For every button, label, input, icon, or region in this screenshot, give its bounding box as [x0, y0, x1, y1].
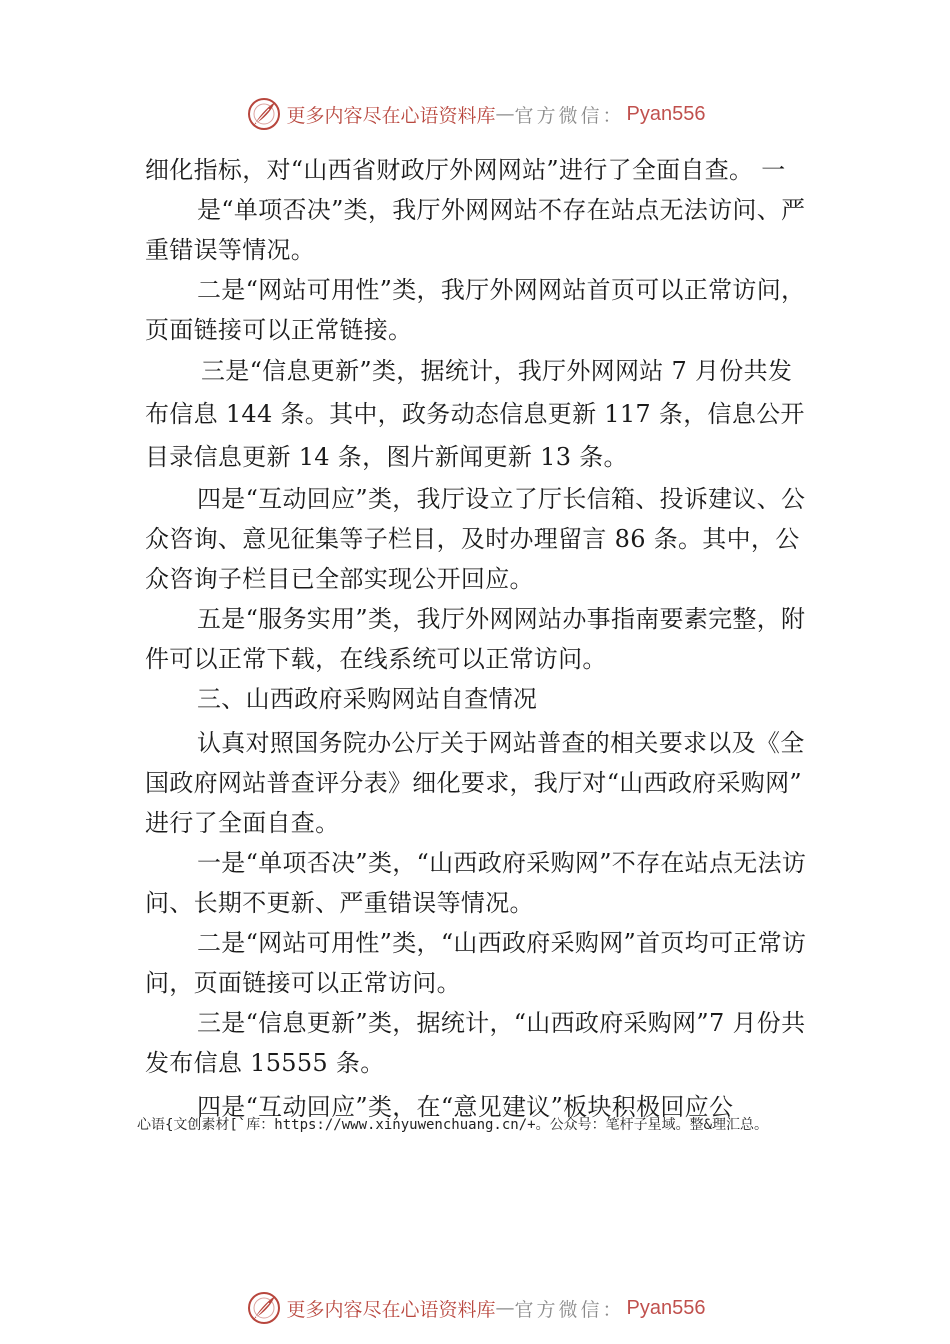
footer-banner — [0, 1288, 950, 1328]
paragraph: 是“单项否决”类，我厅外网网站不存在站点无法访问、严重错误等情况。 — [145, 196, 806, 264]
banner-brand: 更多内容尽在心语资料库 — [286, 1298, 496, 1321]
paragraph: 五是“服务实用”类，我厅外网网站办事指南要素完整，附件可以正常下载，在线系统可以正常访问。 — [145, 605, 806, 673]
paragraph: 四是“互动回应”类，在“意见建议”板块积极回应公 — [197, 1093, 734, 1121]
banner-wechat-label: 官方微信： — [514, 104, 625, 127]
section-heading: 三、山西政府采购网站自查情况 — [197, 685, 538, 713]
paragraph: 细化指标，对“山西省财政厅外网网站”进行了全面自查。 一 — [145, 156, 786, 184]
paragraph: 认真对照国务院办公厅关于网站普查的相关要求以及《全国政府网站普查评分表》细化要求，我厅对“山西政府采购网” 进行了全面自查。 — [145, 729, 805, 837]
banner-separator: — — [495, 1297, 515, 1319]
header-banner — [0, 94, 950, 134]
paragraph: 二是“网站可用性”类，“山西政府采购网”首页均可正常访问，页面链接可以正常访问。 — [145, 929, 807, 997]
paragraph: 一是“单项否决”类，“山西政府采购网”不存在站点无法访问、长期不更新、严重错误等情况。 — [145, 849, 807, 917]
paragraph: 二是“网站可用性”类，我厅外网网站首页可以正常访问，页面链接可以正常链接。 — [145, 276, 806, 344]
banner-wechat-id: Pyan556 — [626, 102, 706, 125]
feather-logo-icon — [245, 95, 283, 133]
feather-logo-icon — [245, 1289, 283, 1327]
banner-wechat-label: 官方微信： — [514, 1298, 625, 1321]
banner-brand: 更多内容尽在心语资料库 — [286, 104, 496, 127]
document-body — [145, 150, 813, 1127]
banner-separator: — — [495, 103, 515, 125]
source-note: 心语{文创素材[`库：https://www.xinyuwenchuang.cn/+。公众号：笔杆子星域。整&理汇总。 — [137, 1117, 769, 1133]
paragraph: 三是“信息更新”类，据统计，我厅外网网站 7 月份共发布信息 144 条。其中，政务动态信息更新 117 条，信息公开目录信息更新 14 条，图片新闻更新 13 条。 — [145, 357, 805, 471]
paragraph: 四是“互动回应”类，我厅设立了厅长信箱、投诉建议、公众咨询、意见征集等子栏目，及时办理留言 86 条。其中，公众咨询子栏目已全部实现公开回应。 — [145, 485, 806, 593]
paragraph: 三是“信息更新”类，据统计，“山西政府采购网”7 月份共发布信息 15555 条。 — [145, 1009, 806, 1077]
banner-wechat-id: Pyan556 — [626, 1296, 706, 1319]
